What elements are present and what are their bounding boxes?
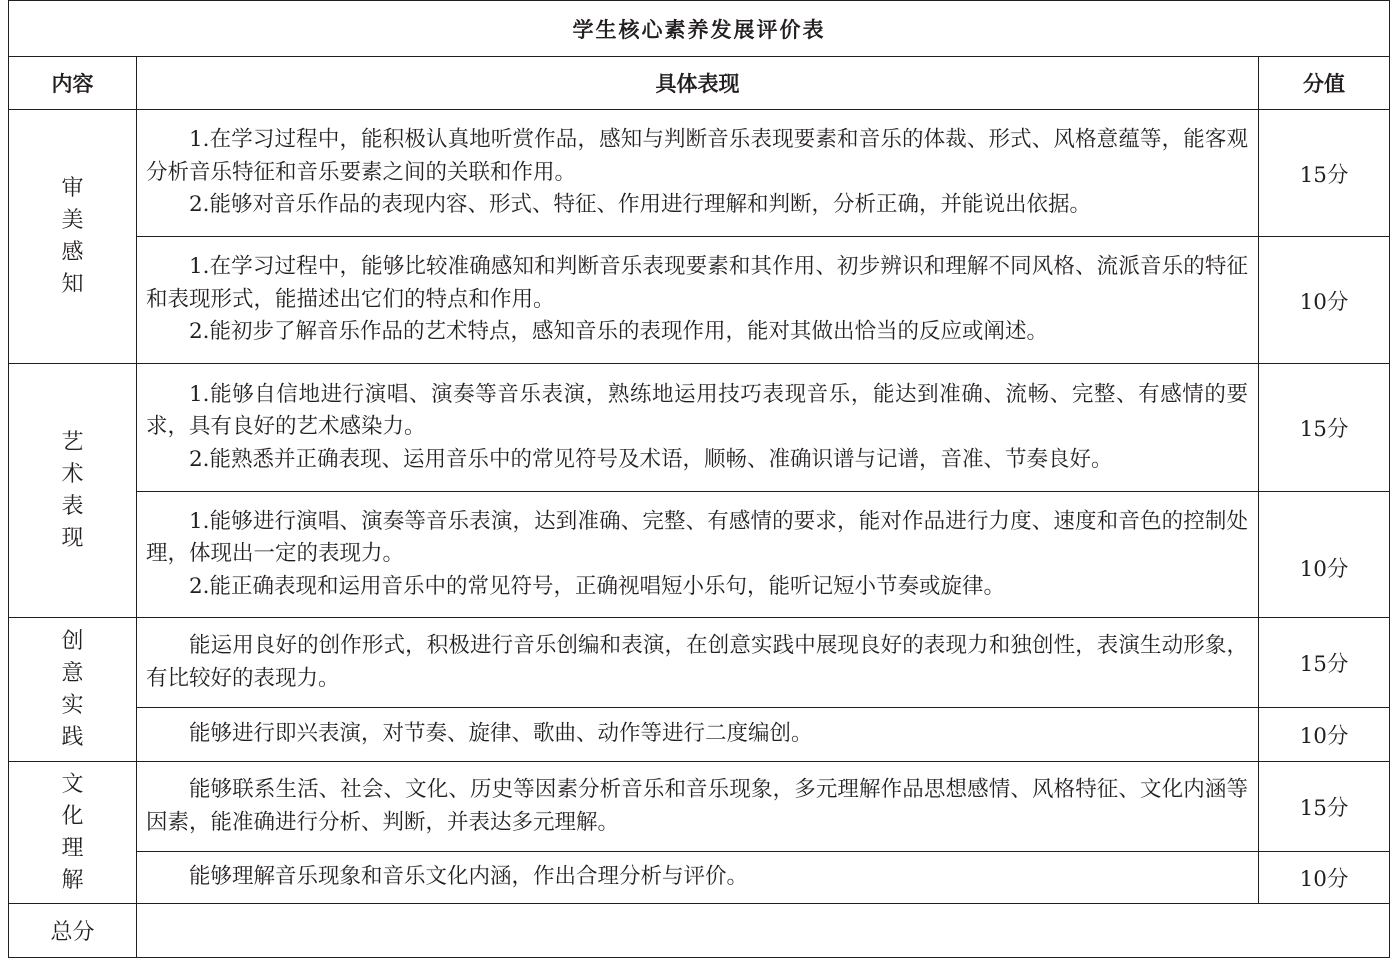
performance-item: 1.在学习过程中，能积极认真地听赏作品，感知与判断音乐表现要素和音乐的体裁、形式、风格意蕴等，能客观分析音乐特征和音乐要素之间的关联和作用。 [146,127,1248,185]
header-performance: 具体表现 [137,57,1259,110]
performance-cell [137,492,1259,618]
table-row [9,618,1390,708]
score-cell: 15分 [1259,762,1390,852]
score-cell: 10分 [1259,492,1390,618]
performance-item: 2.能初步了解音乐作品的艺术特点，感知音乐的表现作用，能对其做出恰当的反应或阐述。 [189,319,1049,345]
performance-item: 1.能够自信地进行演唱、演奏等音乐表演，熟练地运用技巧表现音乐，能达到准确、流畅、完整、有感情的要求，具有良好的艺术感染力。 [146,381,1248,440]
performance-cell [137,364,1259,492]
category-cultural-understanding [9,762,137,904]
score-cell: 15分 [1259,110,1390,237]
performance-item: 1.能够进行演唱、演奏等音乐表演，达到准确、完整、有感情的要求，能对作品进行力度、速度和音色的控制处理，体现出一定的表现力。 [146,508,1248,567]
performance-cell [137,618,1259,708]
score-cell: 15分 [1259,364,1390,492]
total-value[interactable] [137,904,1390,958]
category-label: 创意实践 [61,628,84,750]
table-row [9,852,1390,904]
category-label: 审美感知 [61,175,84,297]
table-row [9,762,1390,852]
category-label: 文化理解 [61,771,84,893]
total-row [9,904,1390,958]
performance-item: 能够进行即兴表演，对节奏、旋律、歌曲、动作等进行二度编创。 [189,721,813,747]
header-score: 分值 [1259,57,1390,110]
performance-cell [137,762,1259,852]
table-row [9,492,1390,618]
performance-cell [137,708,1259,762]
table-row [9,110,1390,237]
score-cell: 15分 [1259,618,1390,708]
performance-cell [137,110,1259,237]
evaluation-table [8,0,1390,958]
title-row [9,1,1390,57]
table-title: 学生核心素养发展评价表 [9,1,1390,57]
category-aesthetic-perception [9,110,137,364]
performance-item: 2.能正确表现和运用音乐中的常见符号，正确视唱短小乐句，能听记短小节奏或旋律。 [189,573,1006,599]
score-cell: 10分 [1259,852,1390,904]
performance-item: 1.在学习过程中，能够比较准确感知和判断音乐表现要素和其作用、初步辨识和理解不同风格、流派音乐的特征和表现形式，能描述出它们的特点和作用。 [146,254,1248,312]
performance-cell [137,852,1259,904]
header-content: 内容 [9,57,137,110]
performance-item: 能够联系生活、社会、文化、历史等因素分析音乐和音乐现象，多元理解作品思想感情、风格特征、文化内涵等因素，能准确进行分析、判断，并表达多元理解。 [146,777,1248,835]
performance-item: 能够理解音乐现象和音乐文化内涵，作出合理分析与评价。 [189,864,749,890]
category-label: 艺术表现 [61,429,84,551]
category-creative-practice [9,618,137,762]
performance-item: 能运用良好的创作形式，积极进行音乐创编和表演，在创意实践中展现良好的表现力和独创性，表演生动形象，有比较好的表现力。 [146,633,1248,691]
performance-item: 2.能熟悉并正确表现、运用音乐中的常见符号及术语，顺畅、准确识谱与记谱，音准、节奏良好。 [189,446,1113,472]
score-cell: 10分 [1259,708,1390,762]
header-row [9,57,1390,110]
total-label: 总分 [9,904,137,958]
table-row [9,364,1390,492]
table-row [9,237,1390,364]
performance-cell [137,237,1259,364]
table-row [9,708,1390,762]
category-artistic-expression [9,364,137,618]
performance-item: 2.能够对音乐作品的表现内容、形式、特征、作用进行理解和判断，分析正确，并能说出依据。 [189,192,1092,218]
score-cell: 10分 [1259,237,1390,364]
